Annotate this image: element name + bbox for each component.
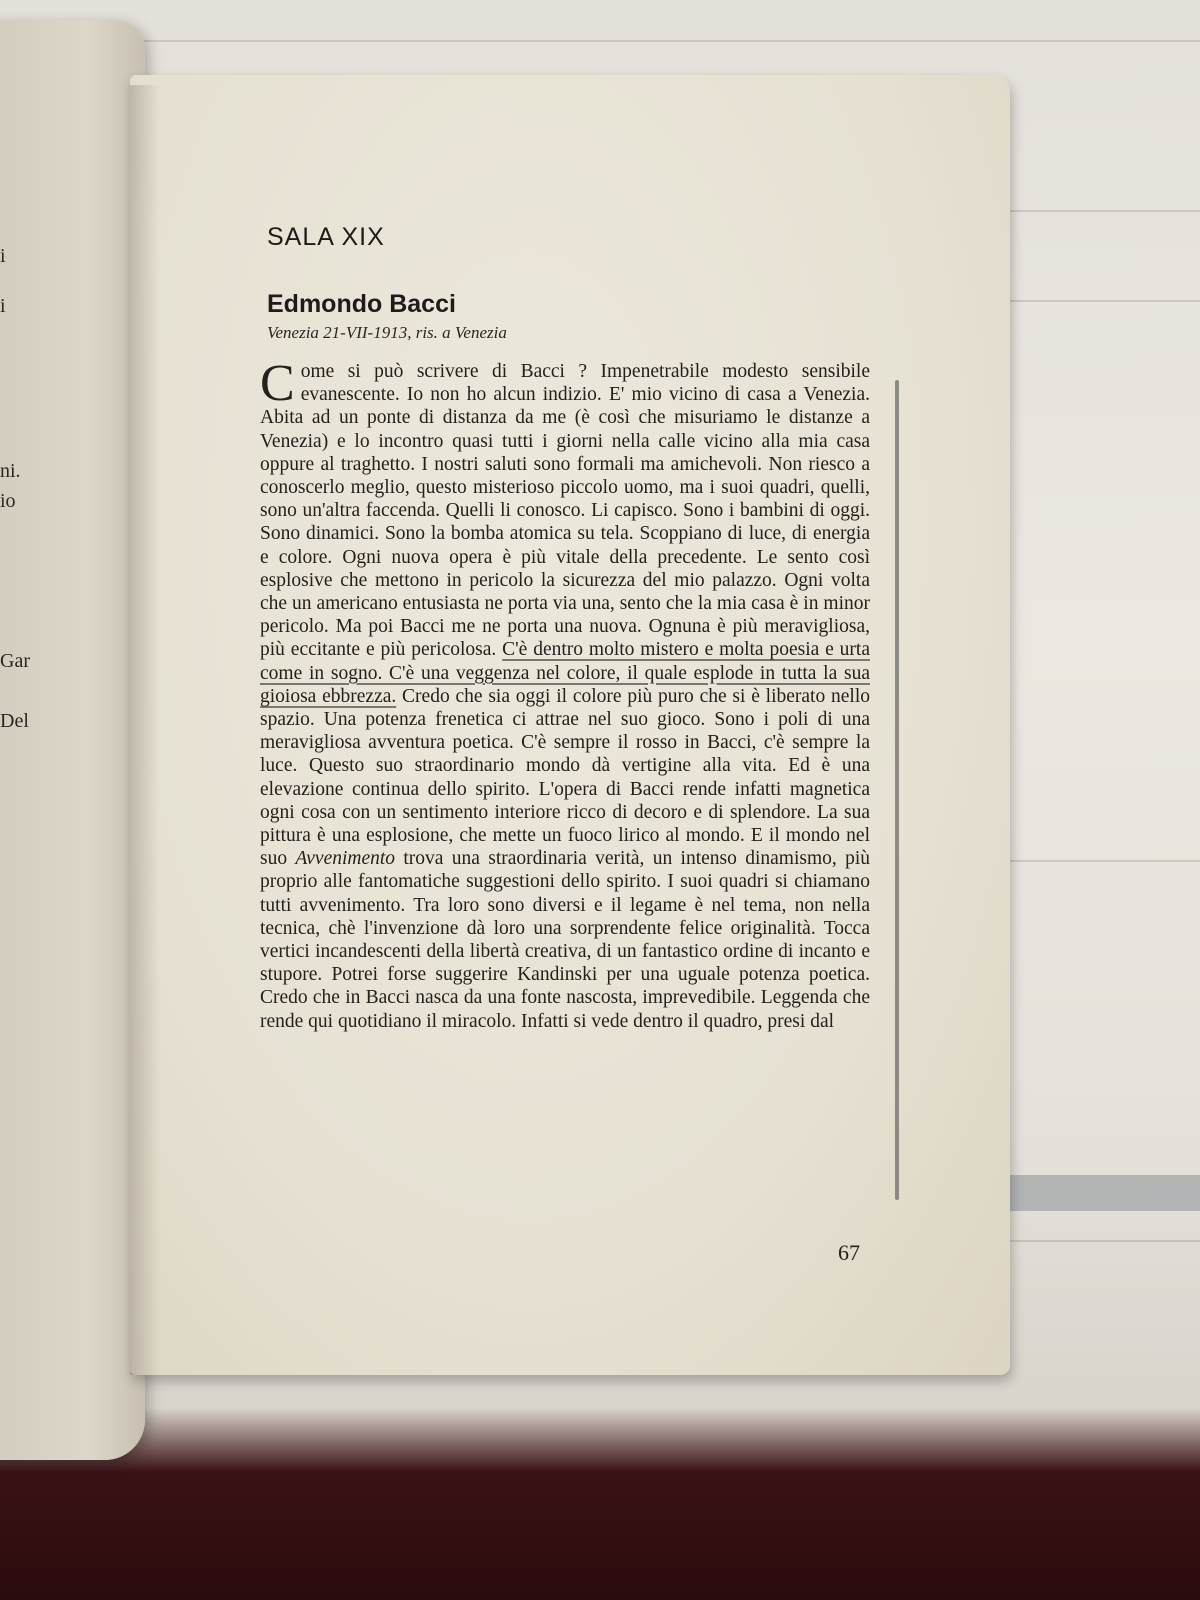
body-paragraph: Credo che sia oggi il colore più puro che si è liberato nello spazio. Una potenza frenetica ci attrae nel suo gioco. Sono i poli di una meravigliosa avventura poetica. C'è sempre il rosso in Bacci, c'è sempre la luce. Questo suo straordinario mondo dà vertigine alla vita. Ed è una elevazione continua dello spirito. L'opera di Bacci rende infatti magnetica ogni cosa con un sentimento interiore ricco di decoro e di splendore. La sua pittura è una esplosione, che mette un fuoco lirico al mondo. E il mondo nel suo [260, 685, 870, 870]
section-title: SALA XIX [267, 223, 385, 251]
author-bio: Venezia 21-VII-1913, ris. a Venezia [267, 323, 507, 342]
margin-pencil-mark [895, 380, 899, 1200]
body-paragraph: trova una straordinaria verità, un intenso dinamismo, più proprio alle fantomatiche suggestioni dello spirito. I suoi quadri si chiamano tutti avvenimento. Tra loro sono diversi e il legame è nel tema, non nella tecnica, chè l'invenzione dà loro una sorprendente felice originalità. Tocca vertici incandescenti della libertà creativa, di un fantastico ordine di incanto e stupore. Potrei forse suggerire Kandinski per una uguale potenza poetica. Credo che in Bacci nasca da una fonte nascosta, imprevedibile. Leggenda che rende qui quotidiano il miracolo. Infatti si vede dentro il quadro, presi dal [260, 848, 870, 1032]
left-page-fragment: i [0, 295, 6, 317]
table-stripe [1010, 1175, 1200, 1211]
left-page-fragment: i [0, 245, 6, 267]
right-page [130, 75, 1010, 1375]
left-page-fragment: Gar [0, 650, 30, 672]
italic-title: Avvenimento [295, 848, 396, 870]
wood-grain [0, 40, 1200, 42]
drop-cap: C [260, 355, 295, 412]
author-name: Edmondo Bacci [267, 290, 456, 318]
left-page [0, 20, 145, 1460]
left-page-fragment: io [0, 490, 16, 512]
body-paragraph: ome si può scrivere di Bacci ? Impenetrabile modesto sensibile evanescente. Io non ho alcun indizio. E' mio vicino di casa a Venezia. Abita ad un ponte di distanza da me (è così che misuriamo le distanze a Venezia) e lo incontro quasi tutti i giorni nella calle vicino alla mia casa oppure al traghetto. I nostri saluti sono formali ma amichevoli. Non riesco a conoscerlo meglio, questo misterioso piccolo uomo, ma i suoi quadri, quelli, sono un'altra faccenda. Quelli li conosco. Li capisco. Sono i bambini di oggi. Sono dinamici. Sono la bomba atomica su tela. Scoppiano di luce, di energia e colore. Ogni nuova opera è più vitale della precedente. Le sento così esplosive che mettono in pericolo la sicurezza del mio palazzo. Ogni volta che un americano entusiasta ne porta via una, sento che la mia casa è in minor pericolo. Ma poi Bacci me ne porta una nuova. Ognuna è più meravigliosa, più eccitante e più pericolosa. [260, 361, 870, 661]
left-page-fragment: Del [0, 710, 29, 732]
body-text [260, 355, 870, 1033]
underlined-passage: C'è dentro molto mistero e molta poesia e urta come in sogno. C'è una veggenza nel colore, il quale esplode in tutta la sua gioiosa ebbrezza. [260, 639, 870, 707]
page-number: 67 [838, 1240, 860, 1265]
left-page-fragment: ni. [0, 460, 21, 482]
spine-shadow [130, 85, 160, 1375]
